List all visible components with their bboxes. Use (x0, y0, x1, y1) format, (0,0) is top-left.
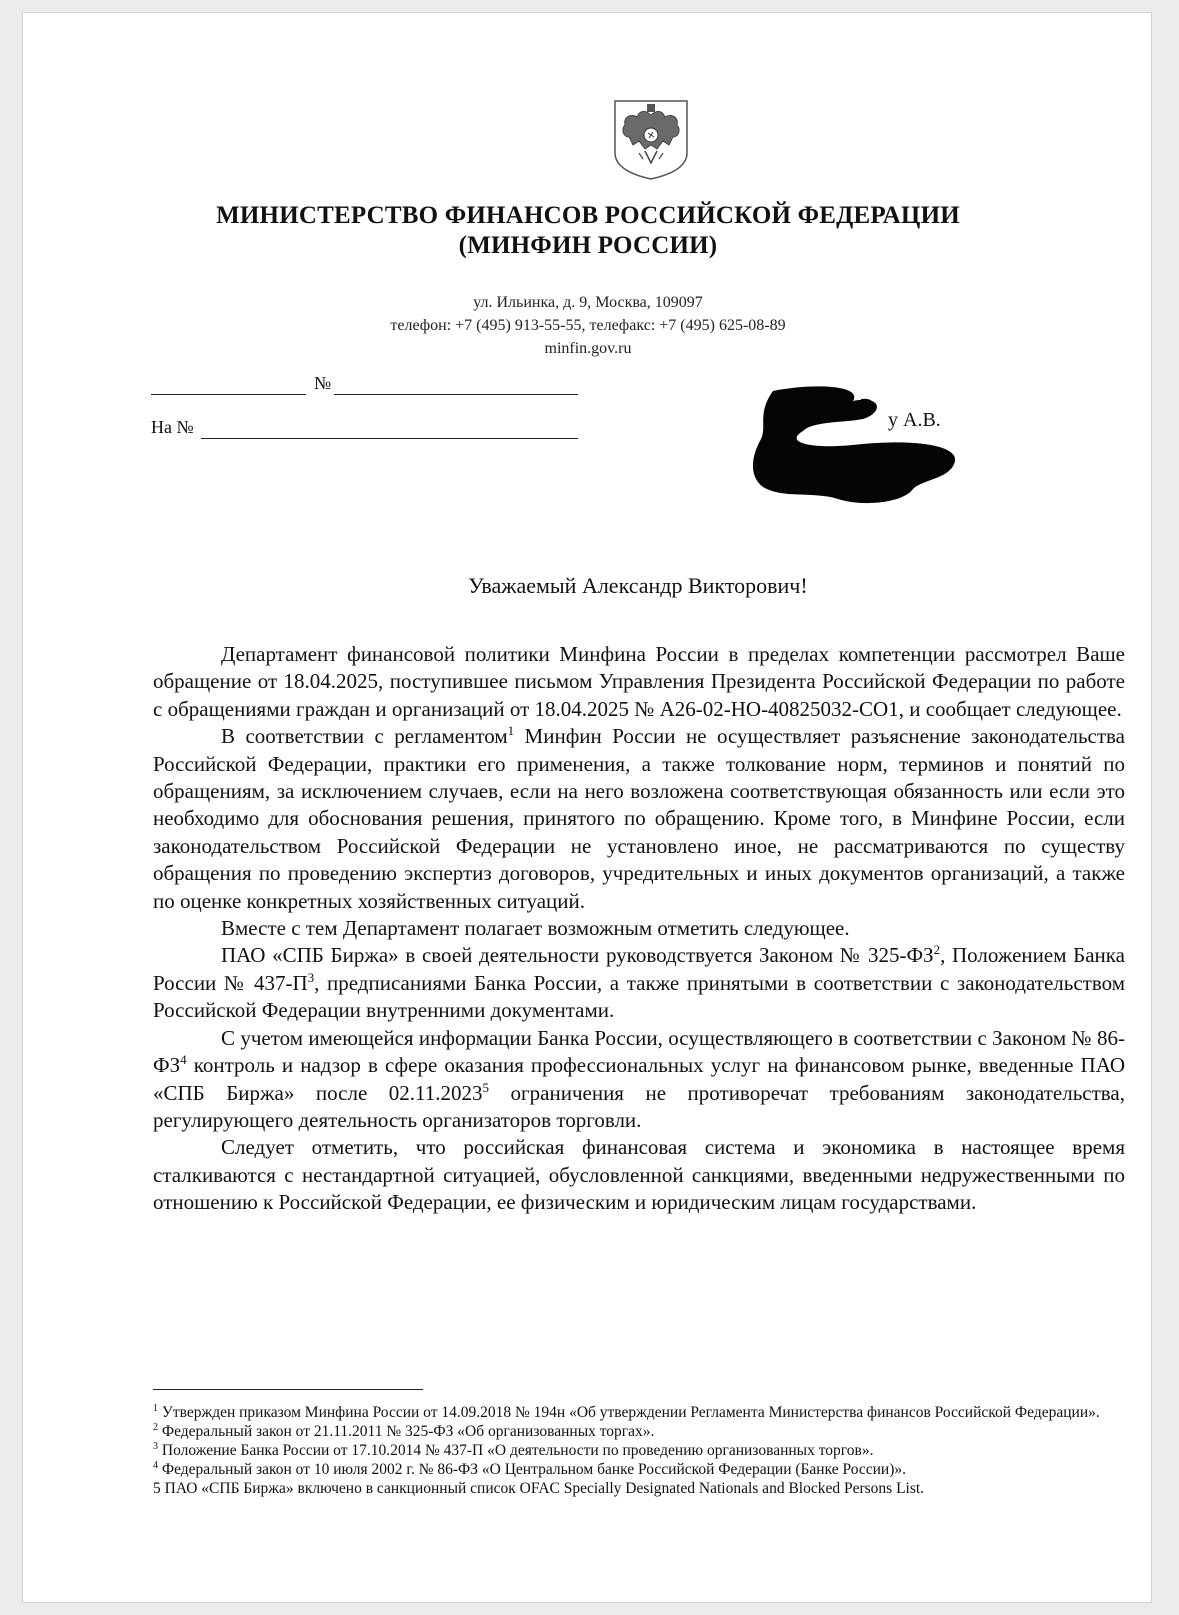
footnote-ref-2: 2 (933, 942, 941, 958)
outgoing-date-line (151, 394, 306, 395)
footnote-2 (153, 1422, 1125, 1441)
footnote-mark: 1 (153, 1402, 158, 1414)
letter-page (22, 12, 1152, 1603)
footnote-ref-3: 3 (307, 969, 315, 985)
footnote-1 (153, 1403, 1125, 1422)
footnote-text: Федеральный закон от 21.11.2011 № 325-ФЗ «Об организованных торгах». (158, 1423, 655, 1440)
footnote-mark: 4 (153, 1459, 158, 1471)
body-paragraph-2 (153, 723, 1125, 915)
footnote-text: ПАО «СПБ Биржа» включено в санкционный список OFAC Specially Designated Nationals and Blocked Persons List. (160, 1480, 925, 1497)
body-paragraph-5-part-a: С учетом имеющейся информации Банка России, осуществляющего в соответствии с Законом № 86-ФЗ (153, 1025, 1125, 1078)
body-paragraph-4-part-a: ПАО «СПБ Биржа» в своей деятельности руководствуется Законом № 325-ФЗ (221, 943, 934, 968)
body-paragraph-1: Департамент финансовой политики Минфина России в пределах компетенции рассмотрел Ваше обращение от 18.04.2025, поступившее письмом Управления Президента Российской Федерации по работе с обращениями граждан и организаций от 18.04.2025 № А26-02-НО-40825032-СО1, и сообщает следующее. (153, 642, 1125, 721)
footnote-mark: 2 (153, 1421, 158, 1433)
footnote-mark: 3 (153, 1440, 158, 1452)
redaction-mark (743, 383, 993, 523)
body-paragraph-4-part-c: , предписаниями Банка России, а также принятыми в соответствии с законодательством Российской Федерации внутренними документами. (153, 970, 1125, 1023)
body-paragraph-6: Следует отметить, что российская финансовая система и экономика в настоящее время сталкиваются с нестандартной ситуацией, обусловленной санкциями, введенными недружественными по отношению к Российской Федерации, ее физическим и юридическим лицам государствами. (153, 1135, 1125, 1215)
ministry-title (23, 201, 1153, 261)
footnote-text: Утвержден приказом Минфина России от 14.09.2018 № 194н «Об утверждении Регламента Министерства финансов Российской Федерации». (158, 1404, 1100, 1421)
letter-body (153, 641, 1125, 1217)
body-paragraph-5-part-c: ограничения не противоречат требованиям законодательства, регулирующего деятельность организаторов торговли. (153, 1080, 1125, 1132)
footnote-4 (153, 1460, 1125, 1479)
body-paragraph-5-part-b: контроль и надзор в сфере оказания профессиональных услуг на финансовом рынке, введенные ПАО «СПБ Биржа» после 02.11.2023 (153, 1053, 1125, 1105)
outgoing-number-line (334, 394, 578, 395)
footnote-separator (153, 1389, 423, 1390)
footnote-mark: 5 (153, 1480, 161, 1497)
ministry-contacts (23, 291, 1153, 360)
ministry-title-line2: (МИНФИН РОССИИ) (458, 232, 718, 259)
ministry-address: ул. Ильинка, д. 9, Москва, 109097 (473, 294, 703, 311)
ministry-title-line1: МИНИСТЕРСТВО ФИНАНСОВ РОССИЙСКОЙ ФЕДЕРАЦИИ (216, 202, 960, 229)
ministry-phone-fax: телефон: +7 (495) 913-55-55, телефакс: +7 (495) 625-08-89 (390, 317, 786, 334)
footnote-text: Положение Банка России от 17.10.2014 № 437-П «О деятельности по проведению организованных торгов». (158, 1442, 874, 1459)
footnotes (153, 1403, 1125, 1498)
body-paragraph-2-part-a: В соответствии с регламентом (221, 724, 508, 749)
body-paragraph-3: Вместе с тем Департамент полагает возможным отметить следующее. (221, 916, 850, 941)
footnote-text: Федеральный закон от 10 июля 2002 г. № 86-ФЗ «О Центральном банке Российской Федерации (Банке России)». (158, 1461, 907, 1478)
recipient-name: у А.В. (888, 409, 941, 431)
footnote-5 (153, 1479, 1125, 1498)
body-paragraph-4 (153, 942, 1125, 1024)
outgoing-number-sign: № (314, 373, 332, 393)
body-paragraph-5 (153, 1025, 1125, 1135)
reference-number-label: На № (151, 417, 194, 437)
reference-number-line (201, 438, 578, 439)
russian-coat-of-arms-emblem (609, 95, 693, 181)
footnote-3 (153, 1441, 1125, 1460)
footnote-ref-5: 5 (482, 1079, 490, 1095)
body-paragraph-2-part-b: Минфин России не осуществляет разъяснение законодательства Российской Федерации, практики его применения, а также толкование норм, терминов и понятий по обращениям, за исключением случаев, если на него возложена соответствующая обязанность или если это необходимо для обоснования решения, принятого по обращению. Кроме того, в Минфине России, если законодательством Российской Федерации не установлено иное, не рассматриваются по существу обращения по проведению экспертиз договоров, учредительных и иных документов организаций, а также по оценке конкретных хозяйственных ситуаций. (153, 724, 1125, 913)
footnote-ref-1: 1 (507, 723, 515, 739)
ministry-website: minfin.gov.ru (544, 340, 632, 357)
footnote-ref-4: 4 (180, 1052, 187, 1068)
body-paragraph-4-part-b: , Положением Банка России № 437-П (153, 943, 1125, 995)
salutation: Уважаемый Александр Викторович! (468, 573, 808, 598)
